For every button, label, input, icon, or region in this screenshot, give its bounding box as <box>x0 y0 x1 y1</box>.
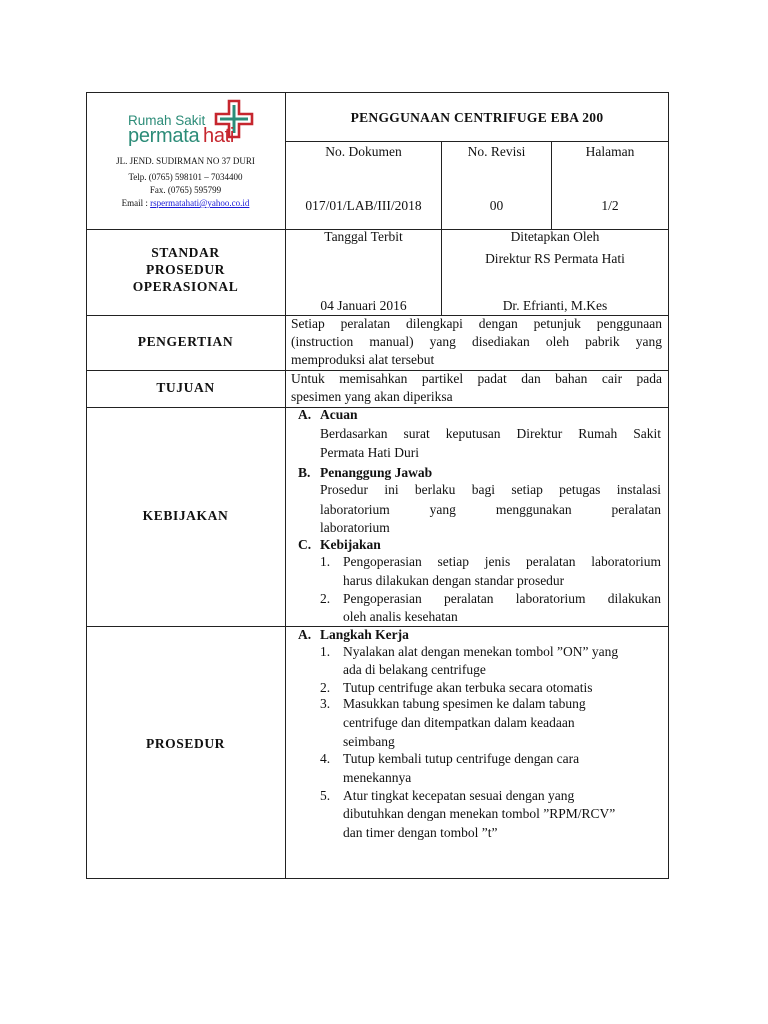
hospital-fax: Fax. (0765) 595799 <box>149 185 222 195</box>
prosedur-a-title: Langkah Kerja <box>320 627 409 642</box>
pengertian-line-1: Setiap peralatan dilengkapi dengan petunjuk penggunaan <box>291 316 662 331</box>
kebijakan-a-line-1: Berdasarkan surat keputusan Direktur Rumah Sakit <box>320 426 661 441</box>
kebijakan-c-item-1-num: 1. <box>320 554 331 569</box>
border-tujuan-bottom <box>86 407 669 408</box>
prosedur-label: PROSEDUR <box>145 736 226 751</box>
pengertian-label: PENGERTIAN <box>137 334 234 349</box>
kebijakan-b-line-2: laboratorium yang menggunakan peralatan <box>320 502 661 517</box>
kebijakan-a-line-2: Permata Hati Duri <box>320 445 419 460</box>
border-right <box>668 92 669 879</box>
pengertian-line-2: (instruction manual) yang disediakan oleh pabrik yang <box>291 334 662 349</box>
kebijakan-c-item-1-line-2: harus dilakukan dengan standar prosedur <box>343 573 565 588</box>
step-5-num: 5. <box>320 788 331 803</box>
border-title-bottom <box>285 141 669 142</box>
step-4-line-1: Tutup kembali tutup centrifuge dengan cara <box>343 751 580 766</box>
col-header-page: Halaman <box>585 144 635 159</box>
step-5-line-1: Atur tingkat kecepatan sesuai dengan yang <box>343 788 575 803</box>
step-3-line-2: centrifuge dan ditempatkan dalam keadaan <box>343 715 575 730</box>
step-5-line-3: dan timer dengan tombol ”t” <box>343 825 498 840</box>
step-2-num: 2. <box>320 680 331 695</box>
kebijakan-b-letter: B. <box>298 465 311 480</box>
kebijakan-b-title: Penanggung Jawab <box>320 465 433 480</box>
kebijakan-a-letter: A. <box>298 407 312 422</box>
hospital-email-line <box>94 198 277 208</box>
step-3-line-1: Masukkan tabung spesimen ke dalam tabung <box>343 696 586 711</box>
step-5-line-2: dibutuhkan dengan menekan tombol ”RPM/RCV” <box>343 806 616 821</box>
logo-text-permata: permata <box>128 125 200 147</box>
border-bottom <box>86 878 669 879</box>
kebijakan-label: KEBIJAKAN <box>142 508 229 523</box>
email-link[interactable]: rspermatahati@yahoo.co.id <box>150 198 250 208</box>
kebijakan-c-item-2-num: 2. <box>320 591 331 606</box>
step-3-num: 3. <box>320 696 331 711</box>
kebijakan-b-line-3: laboratorium <box>320 520 390 535</box>
step-1-line-1: Nyalakan alat dengan menekan tombol ”ON” yang <box>343 644 619 659</box>
approved-by-name: Dr. Efrianti, M.Kes <box>502 298 608 313</box>
tujuan-line-1: Untuk memisahkan partikel padat dan bahan cair pada <box>291 371 662 386</box>
step-1-num: 1. <box>320 644 331 659</box>
col-header-doc-no: No. Dokumen <box>325 144 402 159</box>
border-top <box>86 92 669 93</box>
sop-label-line-1: STANDAR <box>151 245 220 260</box>
step-2-line-1: Tutup centrifuge akan terbuka secara otomatis <box>343 680 593 695</box>
hospital-logo <box>128 99 258 147</box>
kebijakan-a-title: Acuan <box>320 407 358 422</box>
logo-text-rumah-sakit: Rumah Sakit <box>128 113 206 128</box>
col-header-rev-no: No. Revisi <box>467 144 526 159</box>
doc-number-value: 017/01/LAB/III/2018 <box>305 198 422 213</box>
step-4-num: 4. <box>320 751 331 766</box>
kebijakan-c-item-2-line-1: Pengoperasian peralatan laboratorium dilakukan <box>343 591 661 606</box>
page-number-value: 1/2 <box>601 198 619 213</box>
pengertian-line-3: memproduksi alat tersebut <box>291 352 435 367</box>
step-4-line-2: menekannya <box>343 770 412 785</box>
kebijakan-b-line-1: Prosedur ini berlaku bagi setiap petugas instalasi <box>320 482 661 497</box>
hospital-address: JL. JEND. SUDIRMAN NO 37 DURI <box>116 156 255 166</box>
kebijakan-c-item-2-line-2: oleh analis kesehatan <box>343 609 458 624</box>
sop-document <box>86 92 669 879</box>
sop-label <box>86 244 285 295</box>
email-label: Email : <box>121 198 151 208</box>
logo-text-hati: hati <box>203 125 235 147</box>
prosedur-a-letter: A. <box>298 627 312 642</box>
step-1-line-2: ada di belakang centrifuge <box>343 662 486 677</box>
issue-date-label: Tanggal Terbit <box>324 229 403 244</box>
rev-number-value: 00 <box>489 198 504 213</box>
border-left <box>86 92 87 879</box>
step-3-line-3: seimbang <box>343 734 395 749</box>
hospital-phone: Telp. (0765) 598101 – 7034400 <box>128 172 243 182</box>
kebijakan-c-item-1-line-1: Pengoperasian setiap jenis peralatan laboratorium <box>343 554 661 569</box>
sop-label-line-3: OPERASIONAL <box>132 279 239 294</box>
approved-by-label: Ditetapkan Oleh <box>510 229 600 244</box>
tujuan-label: TUJUAN <box>156 380 215 395</box>
approved-by-role: Direktur RS Permata Hati <box>485 251 625 266</box>
document-title: PENGGUNAAN CENTRIFUGE EBA 200 <box>350 110 604 125</box>
issue-date-value: 04 Januari 2016 <box>320 298 407 313</box>
kebijakan-c-letter: C. <box>298 537 312 552</box>
kebijakan-c-title: Kebijakan <box>320 537 381 552</box>
sop-label-line-2: PROSEDUR <box>145 262 226 277</box>
tujuan-line-2: spesimen yang akan diperiksa <box>291 389 453 404</box>
